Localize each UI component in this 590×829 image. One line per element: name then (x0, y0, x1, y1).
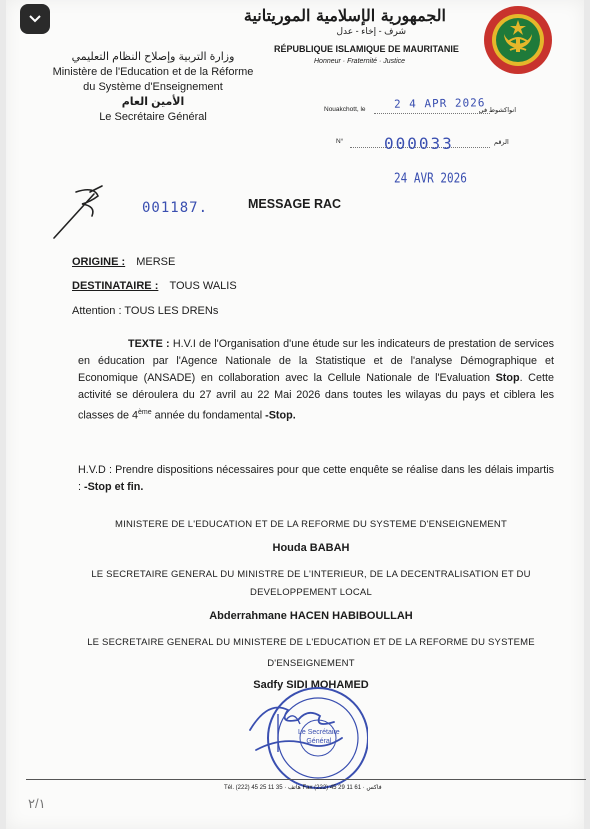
seal-text-line2: Général (306, 738, 332, 745)
footer-contact: Tél. (222) 45 25 11 35 · هاتف Fax (222) 45 29 11 61 · فاكس (224, 785, 382, 791)
sg-french: Le Secrétaire Général (99, 111, 207, 123)
seal-text-line1: Le Secrétaire (298, 729, 340, 736)
origine-label: ORIGINE : (72, 256, 126, 268)
texte-label: TEXTE : (128, 338, 170, 350)
header-arabic-motto: شرف - إخاء - عدل (336, 26, 406, 36)
ministry-french-line1: Ministère de l'Education et de la Réforme (52, 66, 254, 78)
national-emblem (482, 4, 554, 76)
number-label-fr: N° (336, 138, 344, 145)
ministry-block (28, 50, 278, 125)
attention-line: Attention : TOUS LES DRENs (72, 305, 219, 317)
origine-value: MERSE (136, 256, 176, 268)
collapse-button[interactable] (20, 4, 50, 34)
number-label-ar: الرقم (494, 139, 509, 146)
stop-2: -Stop. (265, 409, 296, 422)
signatory-org-1: MINISTERE DE L'EDUCATION ET DE LA REFORME DU SYSTEME D'ENSEIGNEMENT (115, 519, 507, 530)
hvd-paragraph (78, 462, 554, 496)
signatory-name-2: Abderrahmane HACEN HABIBOULLAH (209, 610, 413, 622)
document-page (6, 0, 584, 829)
message-body (78, 336, 554, 425)
signatory-name-3: Sadfy SIDI MOHAMED (253, 679, 369, 691)
chevron-down-icon (28, 14, 42, 24)
origine-line (72, 256, 175, 268)
date-label-ar: انواكشوط في (478, 107, 516, 114)
second-date-stamp: 24 AVR 2026 (394, 170, 467, 187)
signatory-name-1: Houda BABAH (272, 542, 350, 554)
number-stamp: 000033 (384, 134, 454, 153)
header-french-title: RÉPUBLIQUE ISLAMIQUE DE MAURITANIE (274, 44, 459, 54)
ministry-arabic: وزارة التربية وإصلاح النظام التعليمي (71, 51, 235, 63)
stop-1: Stop (495, 372, 520, 384)
texte-part1: H.V.I de l'Organisation d'une étude sur les indicateurs de prestation de services en éducation par l'Agence Nationale de la Statistique et de l'analyse Démographique et Economique (ANSADE) en collaboration avec la Cellule Nationale de l'Evaluation (78, 338, 554, 384)
date-stamp: 2 4 APR 2026 (393, 96, 486, 111)
destinataire-line (72, 280, 237, 292)
footer-divider (26, 779, 586, 780)
message-title: MESSAGE RAC (248, 197, 342, 211)
hvd-text: H.V.D : Prendre dispositions nécessaires pour que cette enquête se réalise dans les délais impartis : (78, 464, 554, 493)
sg-arabic: الأمين العام (121, 96, 185, 108)
page-number: ٢/١ (28, 796, 46, 811)
hvd-end: -Stop et fin. (84, 481, 144, 493)
ministry-french-line2: du Système d'Enseignement (83, 81, 223, 93)
date-dotted-line (374, 112, 490, 114)
signatory-org-2-line2: DEVELOPPEMENT LOCAL (250, 587, 372, 598)
signatory-org-3-line2: D'ENSEIGNEMENT (267, 658, 355, 669)
destinataire-value: TOUS WALIS (169, 280, 237, 292)
signatory-org-2-line1: LE SECRETAIRE GENERAL DU MINISTRE DE L'INTERIEUR, DE LA DECENTRALISATION ET DU (91, 569, 531, 580)
header-french-motto: Honneur · Fraternité · Justice (314, 58, 406, 65)
texte-part3: année du fondamental (151, 409, 266, 422)
signatory-org-3-line1: LE SECRETAIRE GENERAL DU MINISTERE DE L'EDUCATION ET DE LA REFORME DU SYSTEME (87, 637, 535, 648)
handwritten-signature-mark (46, 182, 116, 244)
destinataire-label: DESTINATAIRE : (72, 280, 159, 292)
registration-number-stamp: 001187. (142, 200, 209, 216)
header-arabic-title: الجمهورية الإسلامية الموريتانية (243, 6, 446, 25)
seal-center-text (298, 728, 340, 746)
texte-part2: . Cette activité se déroulera du 27 avril au 22 Mai 2026 dans toutes les wilayas du pays et ciblera les classes de 4 (78, 372, 554, 422)
date-label-fr: Nouakchott, le (324, 106, 366, 113)
superscript-eme: ème (138, 409, 152, 416)
